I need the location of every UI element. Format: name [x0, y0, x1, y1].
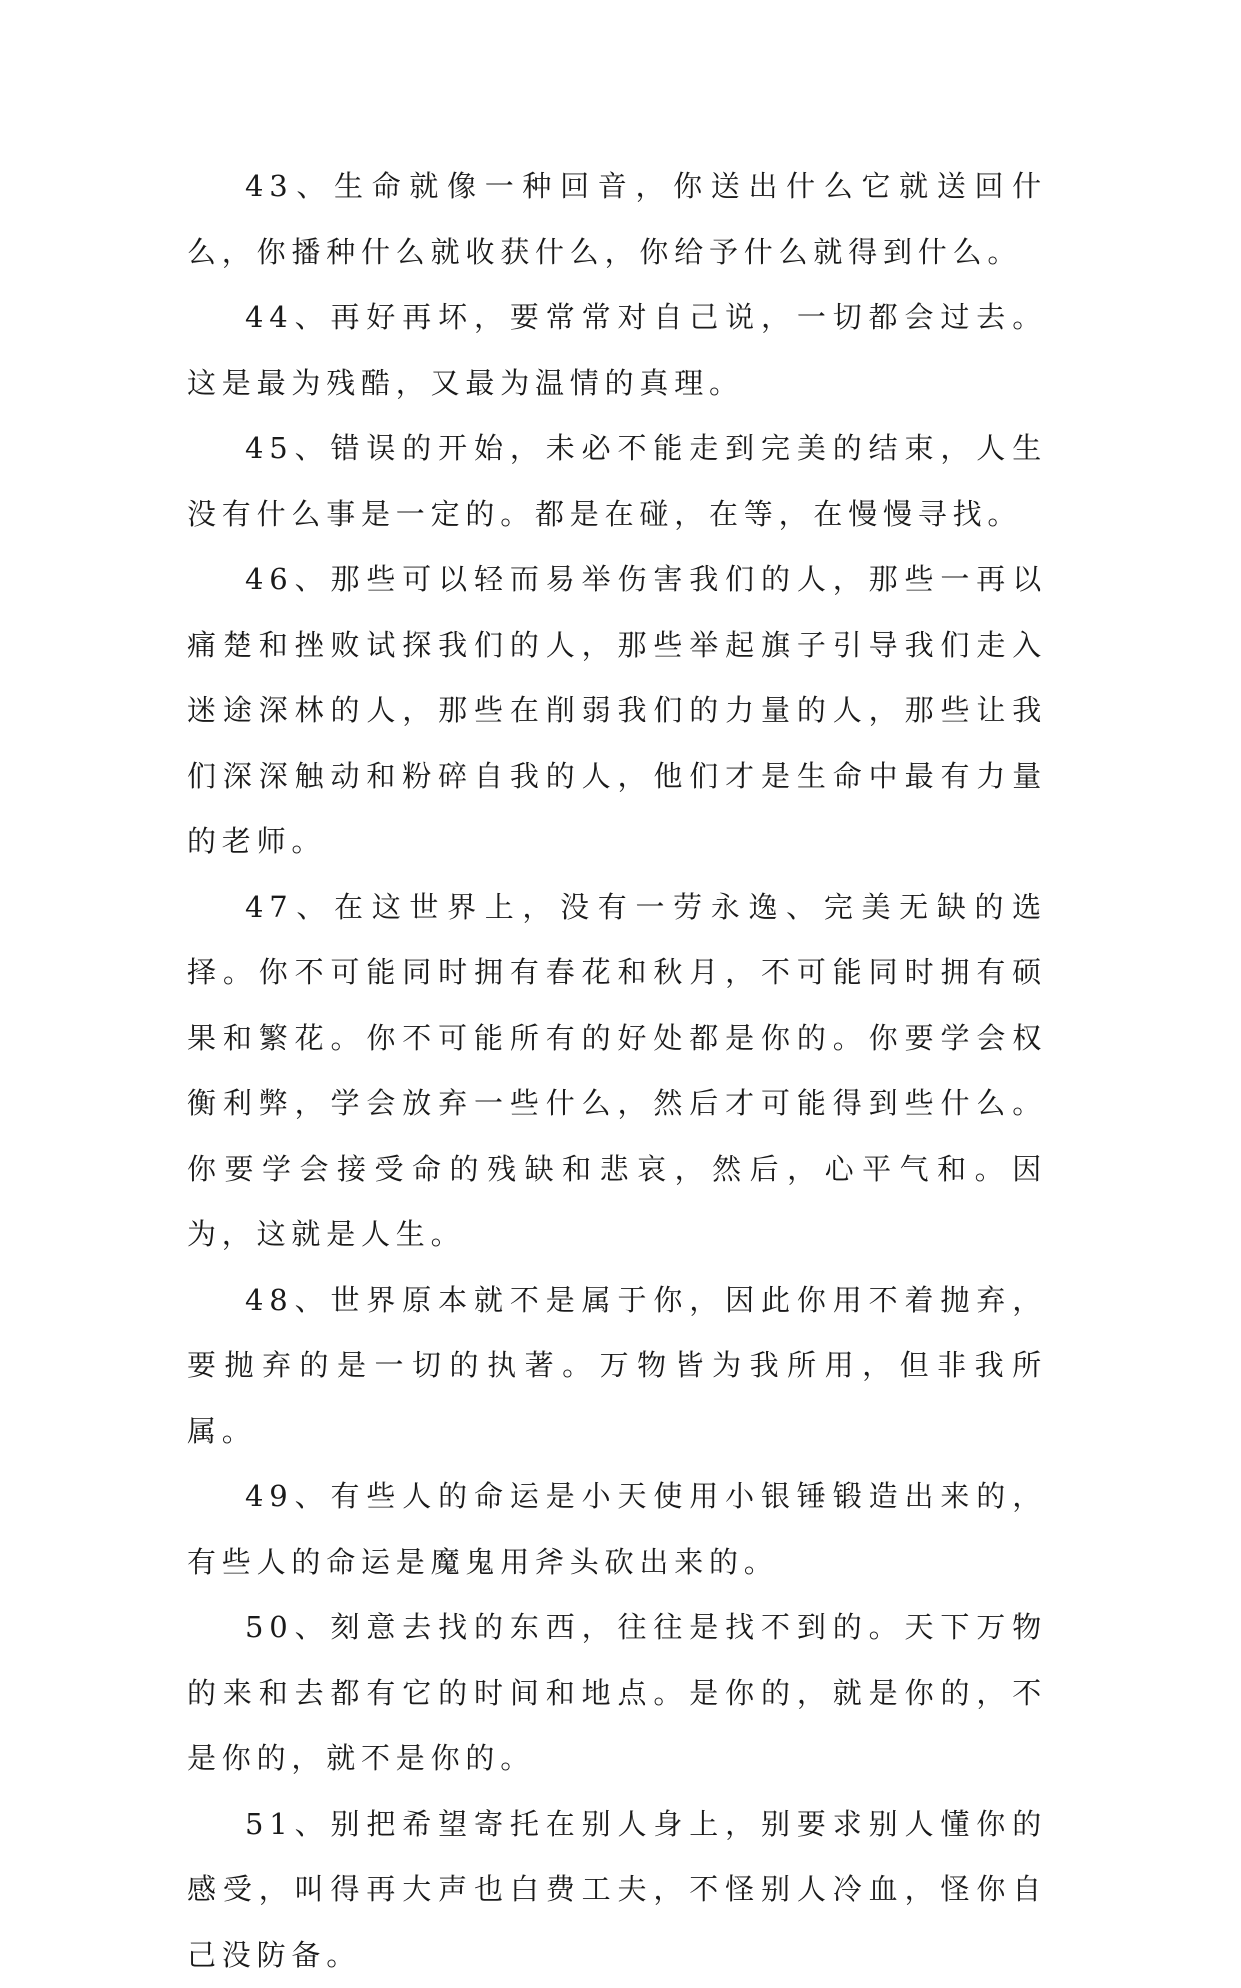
- paragraph-46: 46、那些可以轻而易举伤害我们的人，那些一再以痛楚和挫败试探我们的人，那些举起旗子引导我们走入迷途深林的人，那些在削弱我们的力量的人，那些让我们深深触动和粉碎自我的人，他们才是生命中最有力量的老师。: [187, 547, 1047, 875]
- paragraph-50: 50、刻意去找的东西，往往是找不到的。天下万物的来和去都有它的时间和地点。是你的，就是你的，不是你的，就不是你的。: [187, 1595, 1047, 1792]
- paragraph-49: 49、有些人的命运是小天使用小银锤锻造出来的，有些人的命运是魔鬼用斧头砍出来的。: [187, 1464, 1047, 1595]
- paragraph-48: 48、世界原本就不是属于你，因此你用不着抛弃，要抛弃的是一切的执著。万物皆为我所用，但非我所属。: [187, 1268, 1047, 1465]
- paragraph-47: 47、在这世界上，没有一劳永逸、完美无缺的选择。你不可能同时拥有春花和秋月，不可能同时拥有硕果和繁花。你不可能所有的好处都是你的。你要学会权衡利弊，学会放弃一些什么，然后才可能得到些什么。你要学会接受命的残缺和悲哀，然后，心平气和。因为，这就是人生。: [187, 875, 1047, 1268]
- paragraph-44: 44、再好再坏，要常常对自己说，一切都会过去。这是最为残酷，又最为温情的真理。: [187, 285, 1047, 416]
- paragraph-43: 43、生命就像一种回音，你送出什么它就送回什么，你播种什么就收获什么，你给予什么就得到什么。: [187, 154, 1047, 285]
- document-body: [187, 154, 1047, 1988]
- paragraph-45: 45、错误的开始，未必不能走到完美的结束，人生没有什么事是一定的。都是在碰，在等，在慢慢寻找。: [187, 416, 1047, 547]
- paragraph-51: 51、别把希望寄托在别人身上，别要求别人懂你的感受，叫得再大声也白费工夫，不怪别人冷血，怪你自己没防备。: [187, 1792, 1047, 1988]
